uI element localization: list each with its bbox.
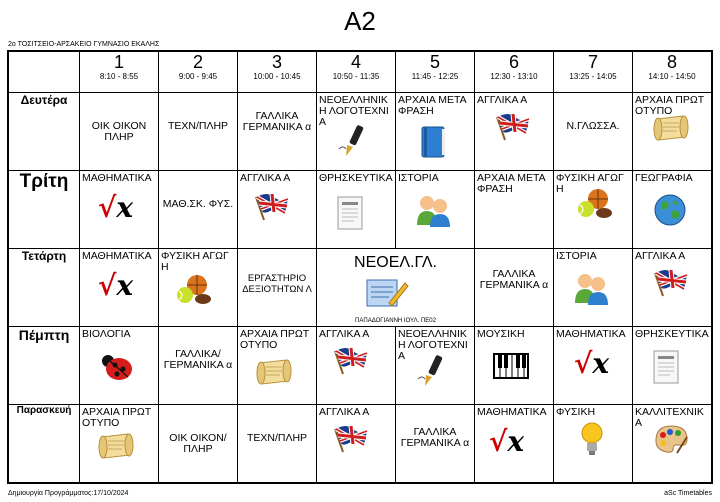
uk-flag-icon [252, 191, 290, 221]
software-credit: aSc Timetables [664, 490, 712, 497]
uk-flag-icon [651, 267, 689, 297]
lesson-cell: ΓΑΛΛΙΚΑ ΓΕΡΜΑΝΙΚΑ α [475, 249, 554, 327]
scroll-icon [651, 113, 691, 143]
uk-flag-icon [493, 111, 531, 141]
table-row [8, 171, 712, 249]
lesson-cell: ΚΑΛΛΙΤΕΧΝΙΚΑ [633, 405, 713, 483]
period-header-8: 8 14:10 - 14:50 [633, 51, 713, 93]
period-header-6: 6 12:30 - 13:10 [475, 51, 554, 93]
lesson-cell: ΑΓΓΛΙΚΑ Α [238, 171, 317, 249]
light-bulb-icon [580, 421, 604, 457]
lesson-cell: Ν.ΓΛΩΣΣΑ. [554, 93, 633, 171]
school-name: 2ο ΤΟΣΙΤΣΕΙΟ-ΑΡΣΑΚΕΙΟ ΓΥΜΝΑΣΙΟ ΕΚΑΛΗΣ [8, 41, 160, 48]
people-icon [572, 271, 610, 305]
period-header-3: 3 10:00 - 10:45 [238, 51, 317, 93]
uk-flag-icon [331, 423, 369, 453]
book-icon [418, 123, 448, 159]
lesson-cell: ΑΡΧΑΙΑ ΠΡΩΤΟΤΥΠΟ [238, 327, 317, 405]
lesson-cell: ΜΑΘΗΜΑΤΙΚΑ √x [475, 405, 554, 483]
lesson-cell: ΤΕΧΝ/ΠΛΗΡ [238, 405, 317, 483]
scroll-icon [96, 431, 136, 461]
fountain-pen-icon [416, 353, 444, 387]
lesson-cell: ΑΡΧΑΙΑ ΠΡΩΤΟΤΥΠΟ [633, 93, 713, 171]
lesson-cell: ΓΑΛΛΙΚΑ ΓΕΡΜΑΝΙΚΑ α [396, 405, 475, 483]
lesson-cell: ΙΣΤΟΡΙΑ [554, 249, 633, 327]
lesson-cell: ΓΑΛΛΙΚΑ ΓΕΡΜΑΝΙΚΑ α [238, 93, 317, 171]
globe-icon [653, 193, 687, 227]
page-title: A2 [344, 6, 376, 36]
lesson-cell: ΑΓΓΛΙΚΑ Α [317, 405, 396, 483]
table-row [8, 327, 712, 405]
sports-balls-icon [576, 187, 614, 219]
lesson-cell: ΕΡΓΑΣΤΗΡΙΟ ΔΕΞΙΟΤΗΤΩΝ Λ [238, 249, 317, 327]
table-row [8, 405, 712, 483]
teacher-name: ΠΑΠΑΔΟΓΙΑΝΝΗ ΙΟΥΛ. ΠΕ02 [355, 318, 436, 324]
period-header-1: 1 8:10 - 8:55 [80, 51, 159, 93]
lesson-cell-double: ΝΕΟΕΛ.ΓΛ. ΠΑΠΑΔΟΓΙΑΝΝΗ ΙΟΥΛ. ΠΕ02 [317, 249, 475, 327]
ladybug-icon [98, 349, 134, 383]
lesson-cell: ΓΕΩΓΡΑΦΙΑ [633, 171, 713, 249]
timetable [7, 50, 713, 484]
lesson-cell: ΑΡΧΑΙΑ ΜΕΤΑΦΡΑΣΗ [475, 171, 554, 249]
scroll-icon [254, 357, 294, 387]
lesson-cell: ΜΟΥΣΙΚΗ [475, 327, 554, 405]
square-root-x-icon: √x [574, 347, 610, 380]
lesson-cell: ΘΡΗΣΚΕΥΤΙΚΑ [633, 327, 713, 405]
square-root-x-icon: √x [489, 425, 525, 458]
day-label: Παρασκευή [8, 405, 80, 483]
creation-date: Δημιουργία Προγράμματος:17/10/2024 [8, 490, 129, 497]
notepad-pen-icon [361, 275, 411, 311]
lesson-cell: ΦΥΣΙΚΗ ΑΓΩΓΗ [554, 171, 633, 249]
corner-cell [8, 51, 80, 93]
lesson-cell: ΝΕΟΕΛΛΗΝΙΚΗ ΛΟΓΟΤΕΧΝΙΑ [396, 327, 475, 405]
fountain-pen-icon [337, 123, 365, 157]
lesson-cell: ΝΕΟΕΛΛΗΝΙΚΗ ΛΟΓΟΤΕΧΝΙΑ [317, 93, 396, 171]
square-root-x-icon: √x [98, 191, 134, 224]
lesson-cell: ΜΑΘΗΜΑΤΙΚΑ √x [80, 171, 159, 249]
lesson-cell: ΓΑΛΛΙΚΑ/ ΓΕΡΜΑΝΙΚΑ α [159, 327, 238, 405]
period-header-5: 5 11:45 - 12:25 [396, 51, 475, 93]
day-label: Τρίτη [8, 171, 80, 249]
sports-balls-icon [175, 273, 213, 305]
lesson-cell: ΦΥΣΙΚΗ ΑΓΩΓΗ [159, 249, 238, 327]
day-label: Πέμπτη [8, 327, 80, 405]
lesson-cell: ΑΓΓΛΙΚΑ Α [475, 93, 554, 171]
lesson-cell: ΜΑΘ.ΣΚ. ΦΥΣ. [159, 171, 238, 249]
lesson-cell: ΑΡΧΑΙΑ ΠΡΩΤΟΤΥΠΟ [80, 405, 159, 483]
lesson-cell: ΤΕΧΝ/ΠΛΗΡ [159, 93, 238, 171]
document-icon [651, 349, 681, 385]
period-header-4: 4 10:50 - 11:35 [317, 51, 396, 93]
day-label: Δευτέρα [8, 93, 80, 171]
square-root-x-icon: √x [98, 269, 134, 302]
lesson-cell: ΜΑΘΗΜΑΤΙΚΑ √x [554, 327, 633, 405]
lesson-cell: ΙΣΤΟΡΙΑ [396, 171, 475, 249]
day-label: Τετάρτη [8, 249, 80, 327]
lesson-cell: ΑΡΧΑΙΑ ΜΕΤΑΦΡΑΣΗ [396, 93, 475, 171]
lesson-cell: ΘΡΗΣΚΕΥΤΙΚΑ [317, 171, 396, 249]
piano-keys-icon [493, 353, 529, 379]
paint-palette-icon [653, 423, 689, 455]
people-icon [414, 193, 452, 227]
lesson-cell: ΜΑΘΗΜΑΤΙΚΑ √x [80, 249, 159, 327]
document-icon [335, 195, 365, 231]
lesson-cell: ΦΥΣΙΚΗ [554, 405, 633, 483]
period-header-2: 2 9:00 - 9:45 [159, 51, 238, 93]
lesson-cell: ΟΙΚ ΟΙΚΟΝ/ ΠΛΗΡ [159, 405, 238, 483]
table-row [8, 249, 712, 327]
period-header-7: 7 13:25 - 14:05 [554, 51, 633, 93]
lesson-cell: ΑΓΓΛΙΚΑ Α [317, 327, 396, 405]
lesson-cell: ΑΓΓΛΙΚΑ Α [633, 249, 713, 327]
table-row [8, 93, 712, 171]
uk-flag-icon [331, 345, 369, 375]
lesson-cell: ΟΙΚ ΟΙΚΟΝ ΠΛΗΡ [80, 93, 159, 171]
lesson-cell: ΒΙΟΛΟΓΙΑ [80, 327, 159, 405]
